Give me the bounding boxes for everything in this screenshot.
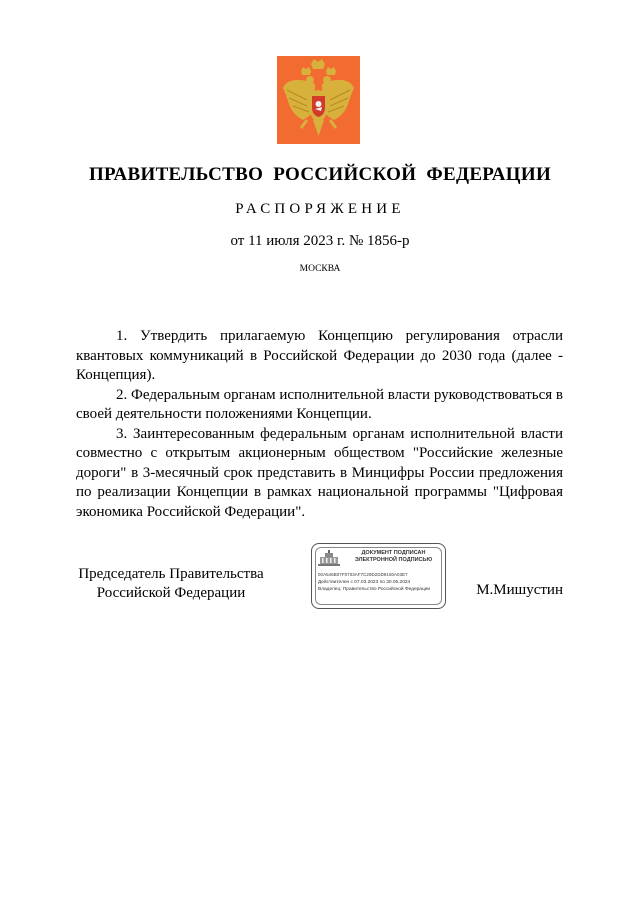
government-building-icon: [317, 549, 341, 567]
document-type: РАСПОРЯЖЕНИЕ: [235, 201, 405, 217]
stamp-owner: Владелец: Правительство Российской Федерации: [318, 587, 431, 592]
document-date-number: от 11 июля 2023 г. № 1856-р: [230, 233, 410, 249]
signer-name: М.Мишустин: [476, 582, 563, 598]
document-city: МОСКВА: [299, 264, 341, 274]
stamp-certificate-serial: 00A546B07F0703AF7C29D2DD9160A03E7: [318, 572, 408, 577]
stamp-validity-period: Действителен с 07.03.2023 по 30.05.2024: [318, 580, 411, 585]
stamp-title-line1: ДОКУМЕНТ ПОДПИСАН: [361, 550, 426, 556]
government-title: ПРАВИТЕЛЬСТВО РОССИЙСКОЙ ФЕДЕРАЦИИ: [88, 164, 552, 185]
signer-position: [76, 565, 266, 603]
paragraph-3: 3. Заинтересованным федеральным органам исполнительной власти совместно с открытым акционерным обществом "Российские железные дороги" в 3-месячный срок представить в Минцифры России предложения по реализации Концепции в рамках национальной программы "Цифровая экономика Российской Федерации".: [76, 425, 563, 520]
document-body: [76, 327, 563, 522]
paragraph-2: 2. Федеральным органам исполнительной власти руководствоваться в своей деятельности положениями Концепции.: [76, 386, 563, 422]
coat-of-arms-emblem: [277, 56, 360, 144]
stamp-title: [346, 550, 441, 564]
paragraph-1: 1. Утвердить прилагаемую Концепцию регулирования отрасли квантовых коммуникаций в Российской Федерации до 2030 года (далее - Концепция).: [76, 328, 563, 383]
electronic-signature-stamp: [311, 543, 446, 609]
signer-position-line2: Российской Федерации: [96, 585, 246, 601]
stamp-title-line2: ЭЛЕКТРОННОЙ ПОДПИСЬЮ: [354, 557, 433, 563]
signer-position-line1: Председатель Правительства: [78, 566, 264, 582]
